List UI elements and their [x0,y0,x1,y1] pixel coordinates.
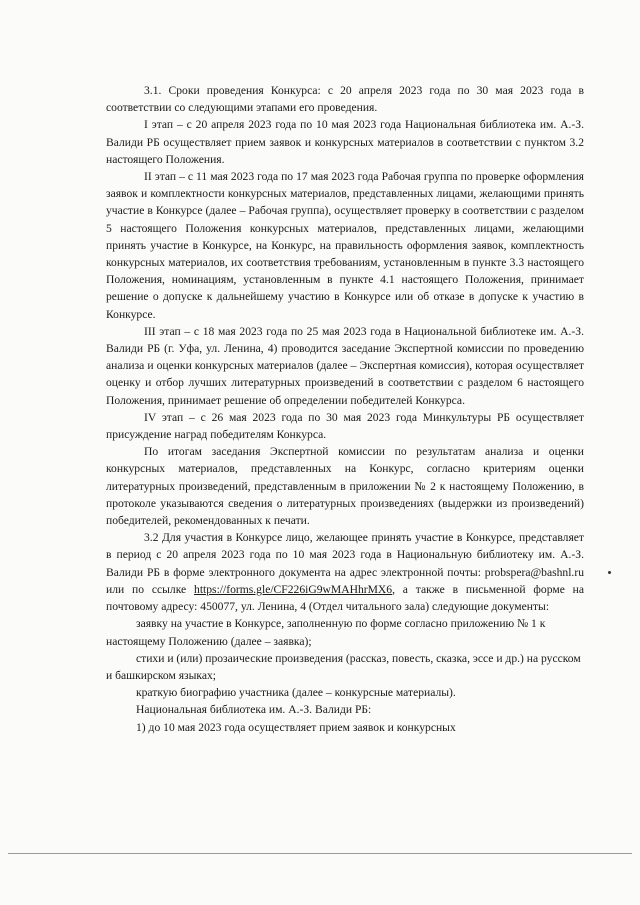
document-body [106,82,584,736]
footer-divider [8,853,632,854]
paragraph-stage-1: I этап – с 20 апреля 2023 года по 10 мая 2023 года Национальная библиотека им. А.-З. Валиди РБ осуществляет прием заявок и конкурсных материалов в соответствии с пунктом 3.2 настоящего Положения. [106,118,584,166]
paragraph-3-1: 3.1. Сроки проведения Конкурса: с 20 апреля 2023 года по 30 мая 2023 года в соответствии со следующими этапами его проведения. [106,84,584,115]
paragraph-3-2 [106,529,584,615]
form-link[interactable]: https://forms.gle/CF226iG9wMAHhrMX6 [194,582,393,596]
list-item-application: заявку на участие в Конкурсе, заполненную по форме согласно приложению № 1 к настоящему Положению (далее – заявка); [106,617,546,648]
list-item-works: стихи и (или) прозаические произведения (рассказ, повесть, сказка, эссе и др.) на русском и башкирском языках; [106,651,581,682]
list-item-biography: краткую биографию участника (далее – конкурсные материалы). [136,686,456,700]
paragraph-stage-3: III этап – с 18 мая 2023 года по 25 мая 2023 года в Национальной библиотеке им. А.-З. Валиди РБ (г. Уфа, ул. Ленина, 4) проводится заседание Экспертной комиссии по проведению анализа и оценки конкурсных материалов (далее – Экспертная комиссия), которая осуществляет оценку и отбор лучших литературных произведений в соответствии с разделом 6 настоящего Положения, принимает решение об определении победителей Конкурса. [106,324,584,407]
paragraph-stage-2: II этап – с 11 мая 2023 года по 17 мая 2023 года Рабочая группа по проверке оформления заявок и комплектности конкурсных материалов, представленных лицами, желающими принять участие в Конкурсе (далее – Рабочая группа), осуществляет проверку в соответствии с разделом 5 настоящего Положения конкурсных материалов, представленных лицами, желающими принять участие в Конкурсе, на Конкурс, на правильность оформления заявок, комплектность конкурсных материалов, их соответствия требованиям, установленным в пункте 3.3 настоящего Положения, номинациям, установленным в пункте 4.1 настоящего Положения, принимает решение о допуске к дальнейшему участию в Конкурсе или об отказе в допуске к участию в Конкурсе. [106,170,584,321]
paragraph-3-2-text-end: , а также в письменной форме на почтовому адресу: 450077, ул. Ленина, 4 (Отдел читального зала) следующие документы: [106,582,585,614]
list-item-deadline: 1) до 10 мая 2023 года осуществляет прием заявок и конкурсных [136,720,456,734]
scan-speck [608,571,611,574]
paragraph-stage-4: IV этап – с 26 мая 2023 года по 30 мая 2023 года Минкультуры РБ осуществляет присуждение наград победителям Конкурса. [106,410,584,442]
paragraph-results: По итогам заседания Экспертной комиссии по результатам анализа и оценки конкурсных материалов, представленных на Конкурс, согласно критериям оценки литературных произведений, представленным в приложении № 2 к настоящему Положению, в протоколе указываются сведения о литературных произведениях (выдержки из произведений) победителей, рекомендованных к печати. [106,445,584,528]
list-item-library: Национальная библиотека им. А.-З. Валиди РБ: [136,703,372,717]
paragraph-3-2-text-start: 3.2 Для участия в Конкурсе лицо, желающее принять участие в Конкурсе, представляет в период с 20 апреля 2023 года по 10 мая 2023 года в Национальную библиотеку им. А.-З. Валиди РБ в форме электронного документа на адрес электронной почты: probspera@bashnl.ru или по ссылке [106,531,584,596]
